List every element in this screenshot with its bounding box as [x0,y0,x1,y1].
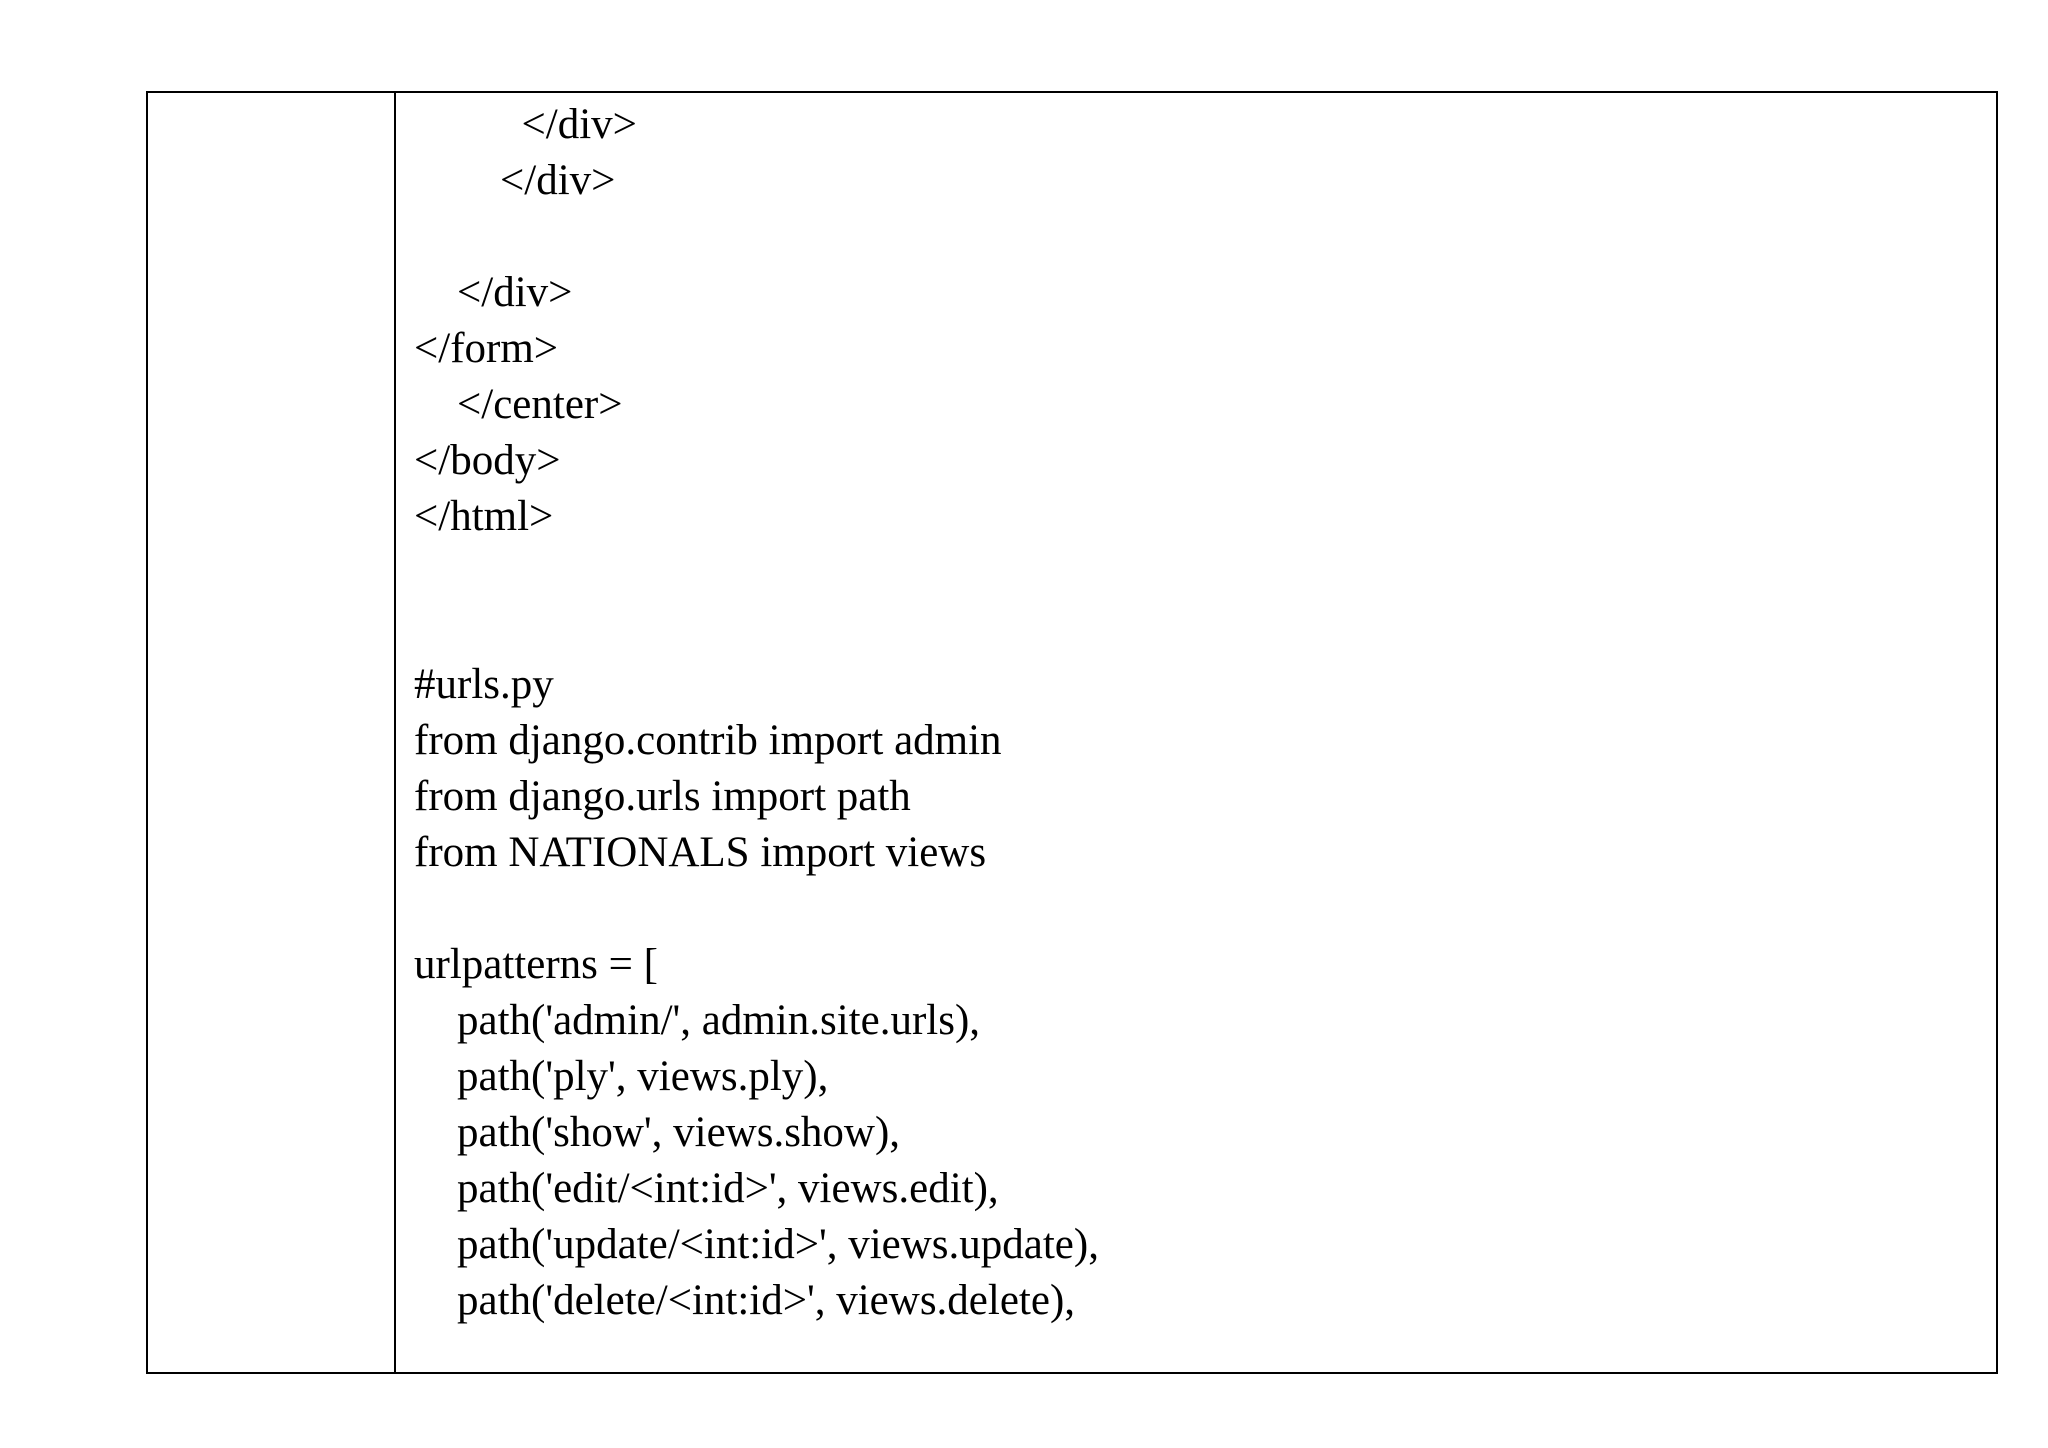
code-line: </div> [414,101,637,148]
code-line: path('show', views.show), [414,1109,901,1156]
code-line: from django.urls import path [414,773,911,820]
code-line: path('ply', views.ply), [414,1053,829,1100]
code-line: #urls.py [414,661,554,708]
code-line: urlpatterns = [ [414,941,658,988]
code-line: from NATIONALS import views [414,829,987,876]
code-line: path('admin/', admin.site.urls), [414,997,981,1044]
code-line: path('update/<int:id>', views.update), [414,1221,1099,1268]
code-line: </center> [414,381,623,428]
code-line: </div> [414,269,573,316]
code-line: from django.contrib import admin [414,717,1002,764]
document-table [146,91,1998,1374]
code-line: </html> [414,493,554,540]
code-line: </div> [414,157,616,204]
code-line: </body> [414,437,561,484]
code-line: path('edit/<int:id>', views.edit), [414,1165,999,1212]
code-line: </form> [414,325,559,372]
table-left-cell [148,93,396,1372]
code-line: path('delete/<int:id>', views.delete), [414,1277,1076,1324]
